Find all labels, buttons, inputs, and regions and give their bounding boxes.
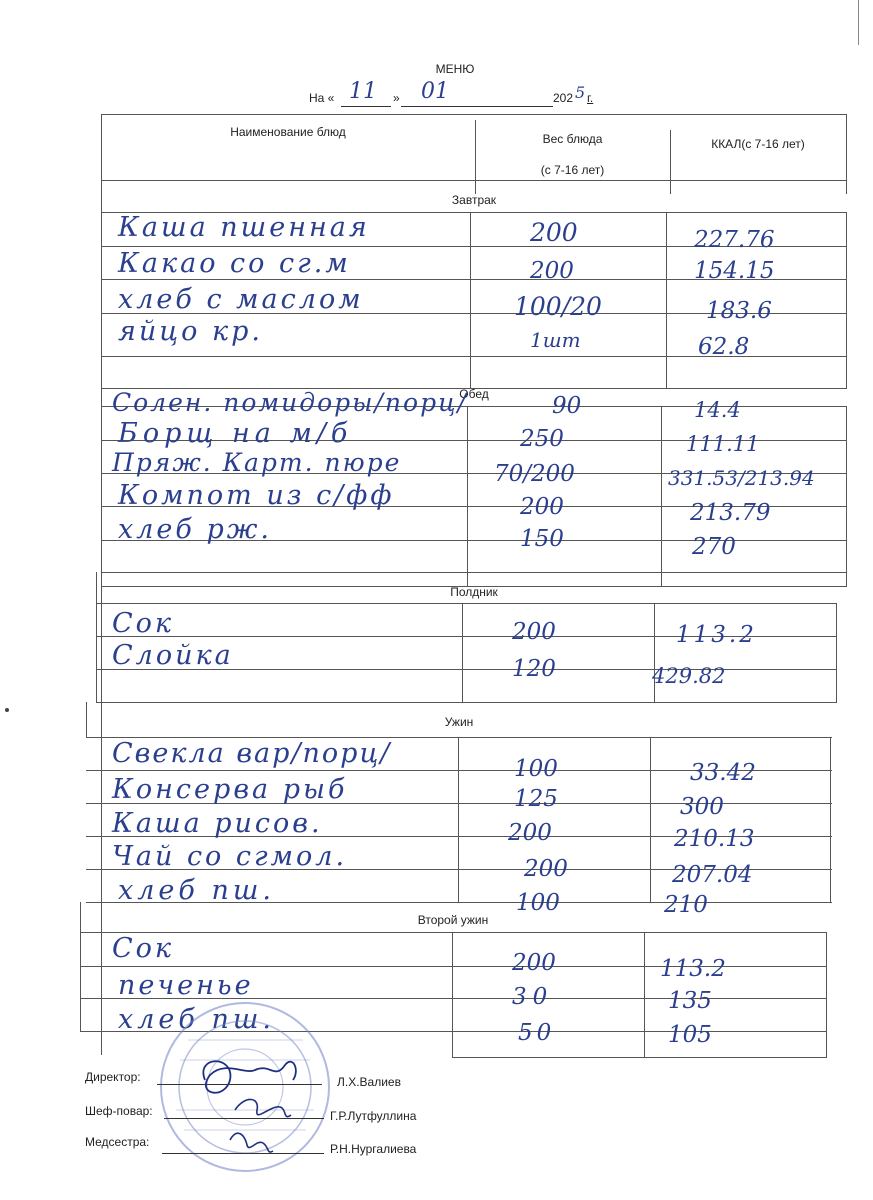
section-lunch-title: Обед: [459, 387, 489, 401]
dinner-item-weight: 125: [514, 786, 558, 812]
second-dinner-item-kcal: 113.2: [660, 956, 726, 982]
second-dinner-item-name: печенье: [118, 970, 254, 1001]
dinner-item-kcal: 33.42: [690, 760, 756, 786]
breakfast-item-kcal: 227.76: [694, 227, 775, 253]
section-dinner-title: Ужин: [444, 715, 474, 729]
lunch-item-kcal: 213.79: [690, 500, 771, 526]
dinner-item-name: Чай со сгмол.: [112, 841, 348, 872]
lunch-item-weight: 250: [520, 426, 564, 452]
dinner-item-kcal: 300: [680, 794, 724, 820]
signature-role-director: Директор:: [85, 1070, 141, 1084]
snack-item-kcal: 429.82: [652, 664, 726, 688]
second-dinner-item-weight: 30: [512, 984, 554, 1010]
page-title: МЕНЮ: [435, 62, 475, 76]
lunch-item-weight: 90: [552, 393, 582, 419]
dinner-item-kcal: 210: [664, 892, 708, 918]
snack-item-weight: 120: [512, 656, 556, 682]
lunch-item-weight: 150: [520, 526, 564, 552]
snack-item-kcal: 113.2: [676, 622, 757, 648]
signature-name-nurse: Р.Н.Нургалиева: [330, 1142, 417, 1156]
date-month: 01: [421, 79, 449, 104]
breakfast-item-name: хлеб с маслом: [118, 284, 364, 315]
dinner-item-name: хлеб пш.: [118, 875, 276, 906]
date-year-suffix: г.: [587, 91, 594, 105]
lunch-item-name: Борщ на м/б: [118, 418, 353, 449]
dinner-item-kcal: 210.13: [674, 826, 755, 852]
breakfast-item-kcal: 62.8: [698, 334, 750, 360]
dinner-item-name: Консерва рыб: [112, 774, 348, 805]
signature-role-nurse: Медсестра:: [85, 1135, 150, 1149]
date-day: 11: [349, 79, 377, 104]
signature-role-chef: Шеф-повар:: [85, 1104, 153, 1118]
breakfast-item-kcal: 154.15: [694, 258, 775, 284]
breakfast-item-weight: 1шт: [530, 328, 581, 352]
lunch-item-kcal: 331.53/213.94: [668, 466, 815, 490]
breakfast-item-kcal: 183.6: [706, 298, 772, 324]
second-dinner-item-kcal: 105: [668, 1022, 712, 1048]
snack-item-name: Сок: [112, 608, 175, 639]
signature-scribbles: [175, 1035, 325, 1165]
dinner-item-weight: 200: [508, 820, 552, 846]
signature-name-chef: Г.Р.Лутфуллина: [330, 1109, 417, 1123]
date-year-digit: 5: [575, 83, 586, 102]
lunch-item-weight: 200: [520, 494, 564, 520]
snack-item-weight: 200: [512, 619, 556, 645]
breakfast-item-name: Каша пшенная: [118, 212, 370, 243]
dinner-item-kcal: 207.04: [672, 862, 753, 888]
dinner-item-name: Каша рисов.: [112, 808, 323, 839]
dinner-item-weight: 100: [516, 890, 560, 916]
date-day-underline: [341, 106, 391, 107]
breakfast-item-weight: 200: [530, 218, 578, 247]
second-dinner-item-weight: 200: [512, 950, 556, 976]
second-dinner-item-weight: 50: [518, 1020, 556, 1046]
lunch-item-name: хлеб рж.: [118, 514, 273, 545]
lunch-item-kcal: 14.4: [694, 398, 741, 422]
signature-name-director: Л.Х.Валиев: [337, 1075, 401, 1089]
breakfast-item-name: Какао со сг.м: [118, 248, 351, 279]
date-prefix: На «: [309, 91, 335, 105]
breakfast-item-name: яйцо кр.: [118, 316, 263, 347]
snack-item-name: Слойка: [112, 640, 234, 671]
breakfast-item-weight: 100/20: [514, 292, 602, 321]
column-header-kcal: ККАЛ(с 7-16 лет): [711, 137, 805, 151]
section-snack-title: Полдник: [450, 585, 498, 599]
second-dinner-item-name: Сок: [112, 933, 175, 964]
section-breakfast-title: Завтрак: [451, 193, 497, 207]
dinner-item-weight: 100: [514, 756, 558, 782]
date-line: [309, 79, 629, 113]
date-month-underline: [401, 106, 553, 107]
column-header-name: Наименование блюд: [230, 125, 346, 139]
column-header-weight-line2: (с 7-16 лет): [540, 163, 605, 177]
second-dinner-item-name: хлеб пш.: [118, 1004, 276, 1035]
date-year: 202: [553, 91, 574, 105]
dinner-item-weight: 200: [524, 856, 568, 882]
second-dinner-item-kcal: 135: [668, 988, 712, 1014]
column-header-weight-line1: Вес блюда: [542, 132, 603, 146]
lunch-item-name: Компот из с/фф: [118, 480, 395, 511]
scan-dot: [5, 708, 9, 712]
lunch-item-weight: 70/200: [494, 461, 575, 487]
scan-edge-line: [858, 0, 859, 45]
lunch-item-name: Пряж. Карт. пюре: [112, 448, 402, 477]
breakfast-item-weight: 200: [530, 258, 574, 284]
dinner-item-name: Свекла вар/порц/: [112, 738, 392, 769]
lunch-item-name: Солен. помидоры/порц/: [112, 388, 468, 417]
date-mid: »: [393, 91, 400, 105]
section-second-dinner-title: Второй ужин: [417, 913, 489, 927]
lunch-item-kcal: 270: [692, 534, 736, 560]
lunch-item-kcal: 111.11: [686, 432, 760, 456]
